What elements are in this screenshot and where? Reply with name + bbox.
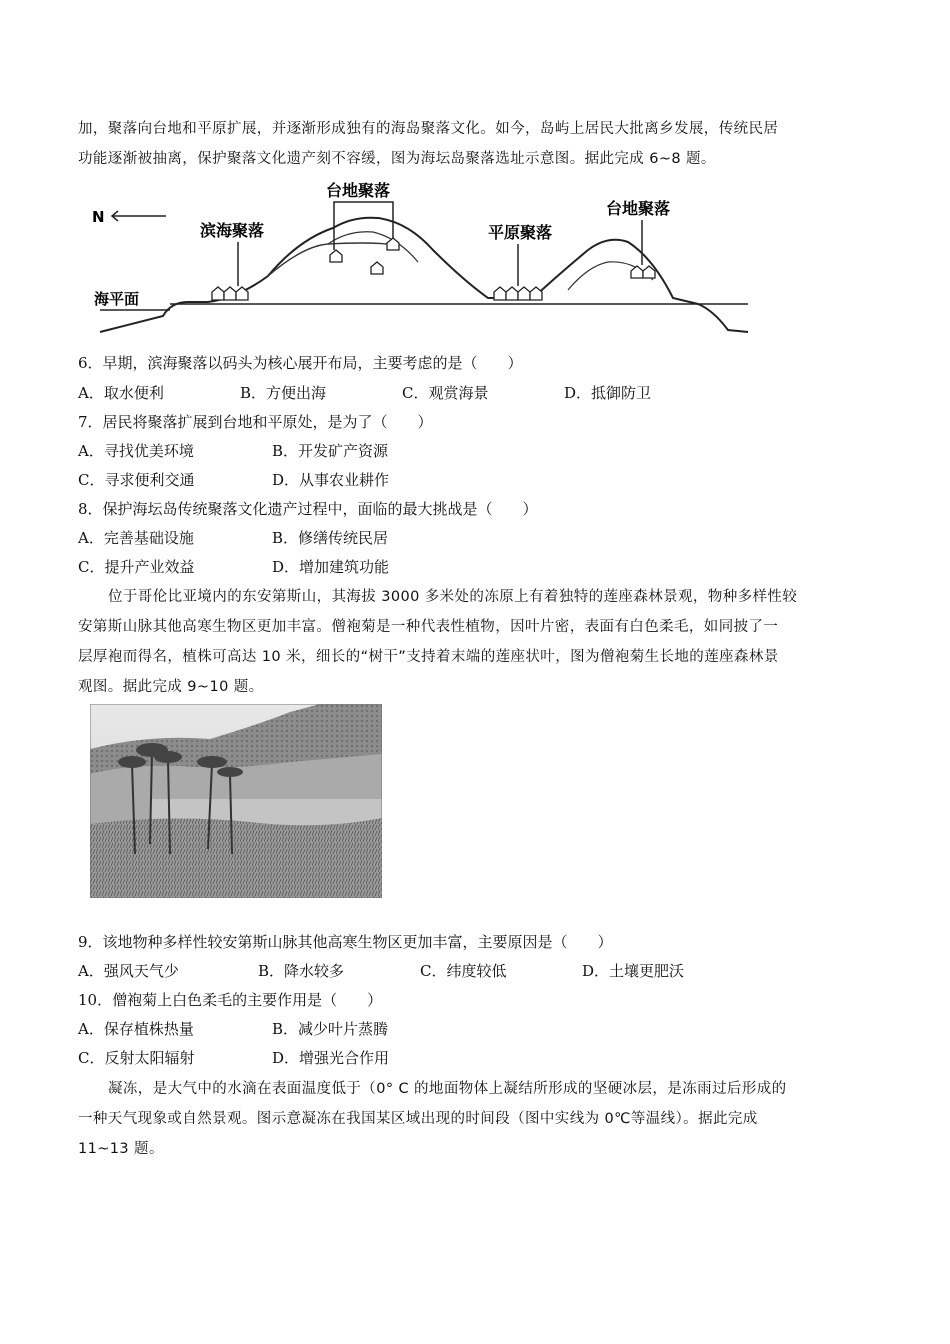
coastal-houses-icon — [212, 287, 248, 300]
q6-option-b: B．方便出海 — [240, 384, 327, 402]
question-7-stem: 7．居民将聚落扩展到台地和平原处，是为了（ ） — [78, 413, 433, 431]
q9-option-c: C．纬度较低 — [420, 962, 507, 980]
q8-option-a: A．完善基础设施 — [78, 529, 194, 547]
q9-option-d: D．土壤更肥沃 — [582, 962, 685, 980]
coastal-settlement-label: 滨海聚落 — [200, 221, 265, 240]
q7-option-a: A．寻找优美环境 — [78, 442, 194, 460]
settlement-site-diagram — [88, 180, 758, 340]
q7-option-b: B．开发矿产资源 — [272, 442, 389, 460]
q8-option-d: D．增加建筑功能 — [272, 558, 390, 576]
terrace-settlement-2-label: 台地聚落 — [606, 199, 671, 218]
q10-option-c: C．反射太阳辐射 — [78, 1049, 195, 1067]
question-9-stem: 9．该地物种多样性较安第斯山脉其他高寒生物区更加丰富，主要原因是（ ） — [78, 933, 613, 951]
q7-option-c: C．寻求便利交通 — [78, 471, 195, 489]
q10-option-a: A．保存植株热量 — [78, 1020, 194, 1038]
plain-houses-icon — [494, 287, 542, 300]
intro-paragraph-line: 观图。据此完成 9~10 题。 — [78, 679, 264, 695]
terrace-settlement-label: 台地聚落 — [326, 181, 391, 200]
intro-paragraph-line: 位于哥伦比亚境内的东安第斯山，其海拔 3000 多米处的冻原上有着独特的莲座森林景观，物种多样性较 — [108, 589, 798, 605]
question-10-stem: 10．僧袍菊上白色柔毛的主要作用是（ ） — [78, 991, 383, 1009]
question-6-stem: 6．早期，滨海聚落以码头为核心展开布局，主要考虑的是（ ） — [78, 354, 523, 372]
q9-option-b: B．降水较多 — [258, 962, 345, 980]
intro-paragraph-line: 层厚袍而得名，植株可高达 10 米，细长的“树干”支持着末端的莲座状叶，图为僧袍菊生长地的莲座森林景 — [78, 649, 779, 665]
q6-option-c: C．观赏海景 — [402, 384, 489, 402]
q8-option-c: C．提升产业效益 — [78, 558, 195, 576]
question-8-stem: 8．保护海坛岛传统聚落文化遗产过程中，面临的最大挑战是（ ） — [78, 500, 538, 518]
sea-level-label: 海平面 — [94, 290, 140, 308]
q7-option-d: D．从事农业耕作 — [272, 471, 390, 489]
q6-option-d: D．抵御防卫 — [564, 384, 652, 402]
terrace-houses-2-icon — [631, 266, 655, 278]
intro-paragraph-line: 一种天气现象或自然景观。图示意凝冻在我国某区域出现的时间段（图中实线为 0℃等温线）。据此完成 — [78, 1111, 758, 1127]
q10-option-d: D．增强光合作用 — [272, 1049, 390, 1067]
q8-option-b: B．修缮传统民居 — [272, 529, 389, 547]
north-label: N — [92, 208, 105, 226]
q9-option-a: A．强风天气少 — [78, 962, 179, 980]
intro-paragraph-line: 安第斯山脉其他高寒生物区更加丰富。僧袍菊是一种代表性植物，因叶片密，表面有白色柔毛，如同披了一 — [78, 619, 779, 635]
plain-settlement-label: 平原聚落 — [488, 223, 553, 242]
q10-option-b: B．减少叶片蒸腾 — [272, 1020, 389, 1038]
intro-paragraph-line: 11~13 题。 — [78, 1141, 164, 1157]
intro-paragraph-line: 加，聚落向台地和平原扩展，并逐渐形成独有的海岛聚落文化。如今，岛屿上居民大批离乡发展，传统民居 — [78, 121, 779, 137]
q6-option-a: A．取水便利 — [78, 384, 164, 402]
intro-paragraph-line: 凝冻，是大气中的水滴在表面温度低于（0° C 的地面物体上凝结所形成的坚硬冰层，是冻雨过后形成的 — [108, 1081, 787, 1097]
rosette-forest-photo — [90, 704, 382, 898]
intro-paragraph-line: 功能逐渐被抽离，保护聚落文化遗产刻不容缓，图为海坛岛聚落选址示意图。据此完成 6~8 题。 — [78, 151, 716, 167]
